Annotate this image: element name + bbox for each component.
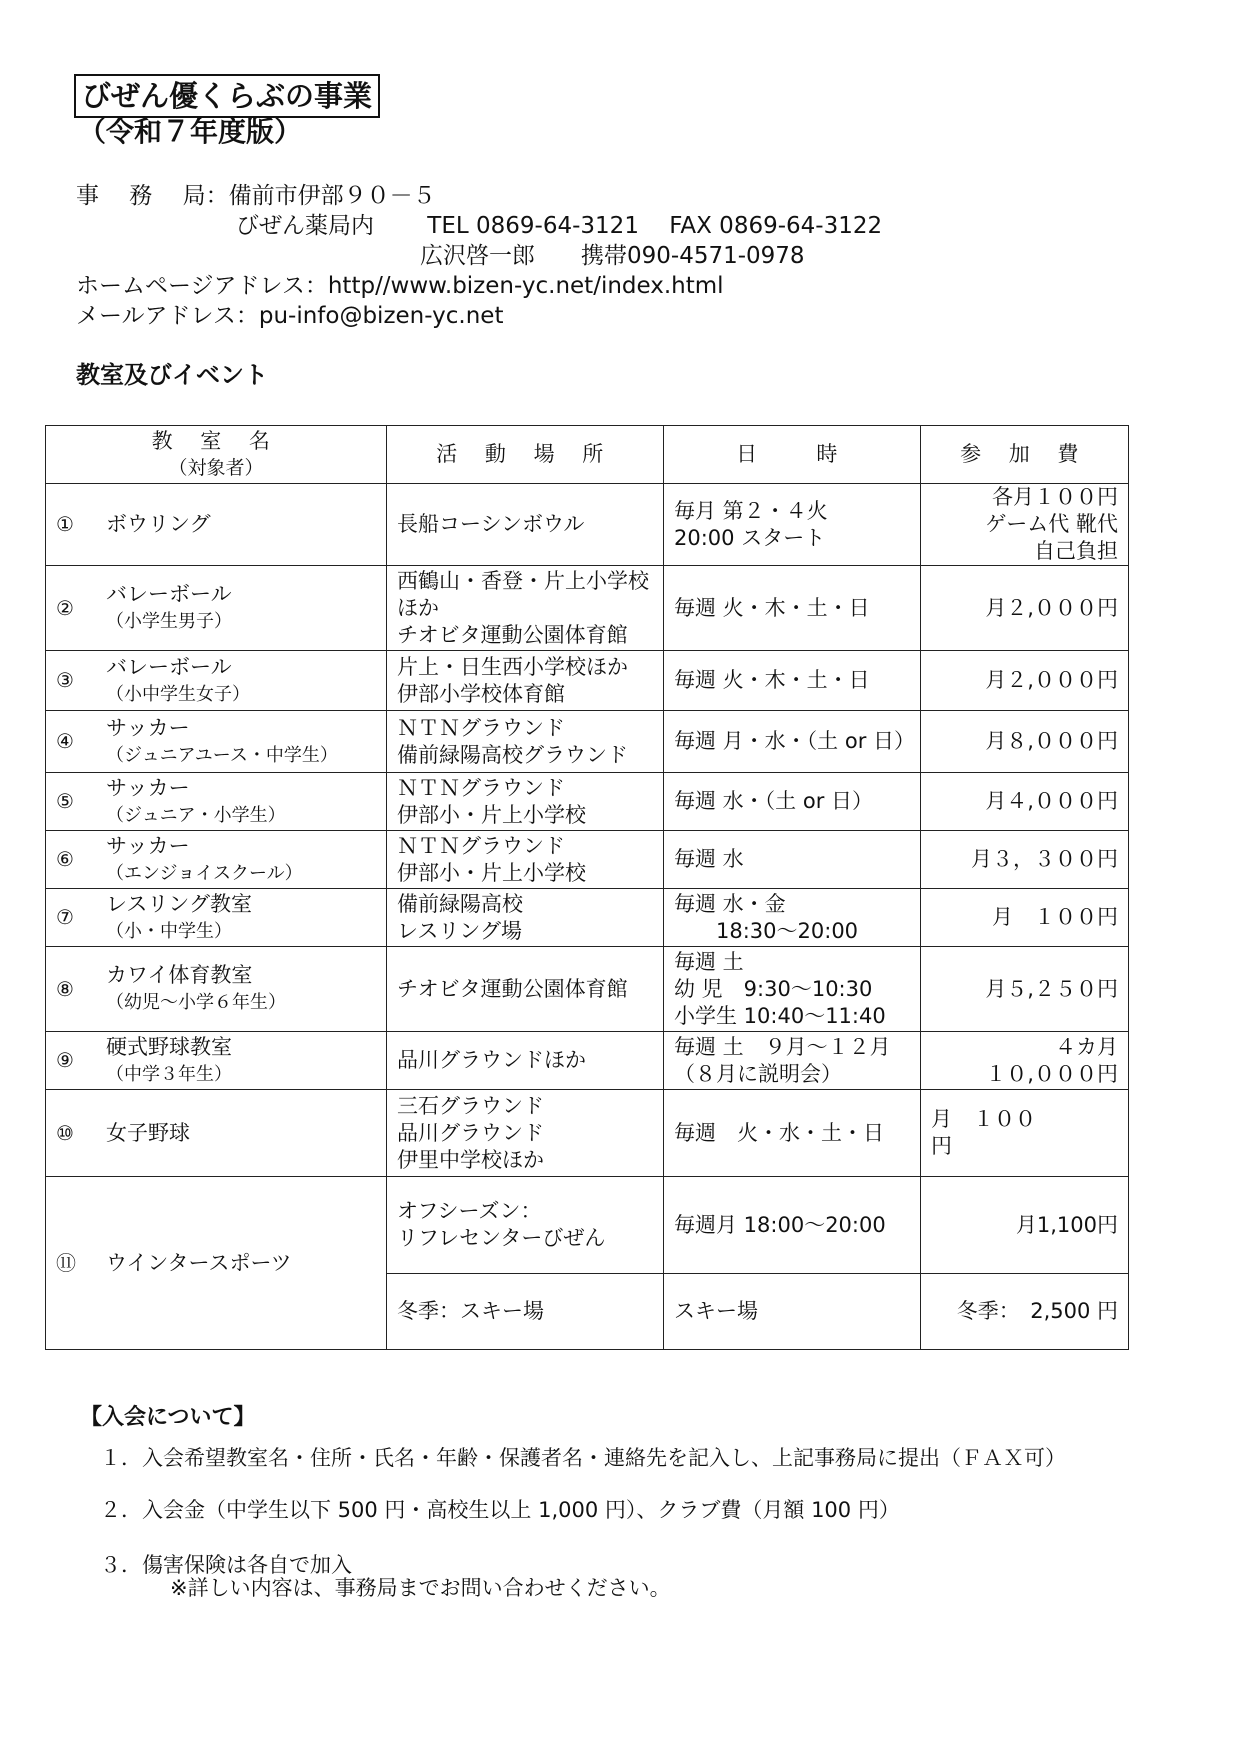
row-number: ④ <box>56 729 74 753</box>
class-target: （幼児～小学６年生） <box>106 992 286 1013</box>
table-row <box>46 1090 1129 1177</box>
class-name-cell <box>46 1032 387 1090</box>
fee: 各月１００円 <box>992 485 1118 509</box>
class-name-cell <box>46 889 387 947</box>
schedule: 毎週月 18:00～20:00 <box>674 1212 886 1237</box>
activity-place: 伊里中学校ほか <box>397 1147 544 1172</box>
fee-cell <box>921 711 1129 773</box>
class-name-cell <box>46 773 387 831</box>
activity-place: 伊部小・片上小学校 <box>397 802 586 827</box>
fee: 月３，３００円 <box>971 847 1118 871</box>
fee: 月 １００ <box>931 1107 1036 1131</box>
schedule-cell <box>664 651 921 711</box>
page-title: びぜん優くらぶの事業 <box>74 74 380 118</box>
schedule-cell <box>664 773 921 831</box>
activity-place: リフレセンターびぜん <box>397 1226 606 1250</box>
activity-place-cell <box>387 947 664 1032</box>
header-name-sub: （対象者） <box>168 456 264 479</box>
row-number: ② <box>56 595 74 620</box>
table-header-row <box>46 426 1129 484</box>
fee: 月８,０００円 <box>985 729 1118 753</box>
activity-place-cell <box>387 566 664 651</box>
fee: 月２,０００円 <box>985 668 1118 692</box>
activity-place: 品川グラウンドほか <box>397 1048 586 1072</box>
class-name: サッカー <box>106 775 190 800</box>
fee: ４カ月 <box>1055 1034 1118 1059</box>
schedule: 毎週 水・金 <box>674 891 786 916</box>
class-name-cell <box>46 947 387 1032</box>
row-number: ⑤ <box>56 789 74 813</box>
activity-place-cell <box>387 651 664 711</box>
fee-cell <box>921 947 1129 1032</box>
activity-place: ＮＴＮグラウンド <box>397 775 565 800</box>
row-number: ⑥ <box>56 847 74 871</box>
class-name-cell <box>46 1090 387 1177</box>
fee-cell <box>921 484 1129 566</box>
schedule: 毎週 月・水・（土 or 日） <box>674 729 916 753</box>
fee-cell <box>921 651 1129 711</box>
schedule-cell <box>664 1274 921 1350</box>
join-item: ２．入会金（中学生以下 500 円・高校生以上 1,000 円）、クラブ費（月額 100 円） <box>100 1498 900 1522</box>
schedule-cell <box>664 831 921 889</box>
class-name: カワイ体育教室 <box>106 963 253 987</box>
class-name-cell <box>46 651 387 711</box>
fee: 冬季： 2,500 円 <box>956 1299 1118 1323</box>
fee-cell <box>921 1090 1129 1177</box>
activity-place: チオビタ運動公園体育館 <box>397 976 628 1001</box>
fee: 円 <box>931 1134 952 1158</box>
activity-place: 備前緑陽高校 <box>397 891 523 916</box>
activity-place-cell <box>387 1177 664 1274</box>
activity-place: 備前緑陽高校グラウンド <box>397 742 628 767</box>
fee: 月1,100円 <box>1015 1212 1118 1237</box>
schedule: スキー場 <box>674 1299 758 1323</box>
activity-place: 冬季：スキー場 <box>397 1299 544 1323</box>
header-place: 活 動 場 所 <box>387 426 664 484</box>
table-row <box>46 889 1129 947</box>
activity-place: 西鶴山・香登・片上小学校 <box>397 568 649 593</box>
email-address: メールアドレス：pu-info@bizen-yc.net <box>76 303 504 329</box>
activity-place: 品川グラウンド <box>397 1120 544 1145</box>
class-name: 硬式野球教室 <box>106 1034 232 1059</box>
activity-place: ほか <box>397 595 439 620</box>
row-number: ① <box>56 512 74 537</box>
homepage-address: ホームページアドレス：http//www.bizen-yc.net/index.html <box>76 273 724 299</box>
schedule-cell <box>664 484 921 566</box>
schedule-cell <box>664 947 921 1032</box>
office-address: 事 務 局：備前市伊部９０－５ <box>76 183 436 209</box>
row-number: ③ <box>56 668 74 692</box>
class-name: バレーボール <box>106 582 232 606</box>
class-name-cell <box>46 484 387 566</box>
activity-place: 伊部小学校体育館 <box>397 681 565 706</box>
schedule: 毎月 第２・４火 <box>674 498 828 523</box>
join-note: ※詳しい内容は、事務局までお問い合わせください。 <box>170 1576 671 1600</box>
activity-place: 長船コーシンボウル <box>397 512 585 536</box>
fee-cell <box>921 1177 1129 1274</box>
table-row <box>46 651 1129 711</box>
activity-place: 片上・日生西小学校ほか <box>397 654 628 679</box>
table-row <box>46 711 1129 773</box>
class-name: サッカー <box>106 715 190 740</box>
class-name-cell <box>46 1177 387 1350</box>
fee: 月４,０００円 <box>985 789 1118 813</box>
activity-place-cell <box>387 773 664 831</box>
class-target: （小中学生女子） <box>106 683 250 705</box>
activity-place: 三石グラウンド <box>397 1093 544 1118</box>
fee-cell <box>921 831 1129 889</box>
schedule: 20:00 スタート <box>674 525 826 550</box>
activity-place: ＮＴＮグラウンド <box>397 715 565 740</box>
schedule: 毎週 土 <box>674 949 744 974</box>
header-fee: 参 加 費 <box>921 426 1129 484</box>
fee-cell <box>921 773 1129 831</box>
activity-place-cell <box>387 1032 664 1090</box>
activity-place-cell <box>387 1274 664 1350</box>
schedule: 毎週 土 ９月～１２月 <box>674 1034 891 1059</box>
table-row <box>46 831 1129 889</box>
schedule: 毎週 火・水・土・日 <box>674 1120 884 1145</box>
schedule: 幼 児 9:30～10:30 <box>674 976 873 1001</box>
fee: ゲーム代 靴代 <box>985 512 1118 536</box>
row-number: ⑦ <box>56 905 74 929</box>
fee-cell <box>921 566 1129 651</box>
fee: 月 １００円 <box>992 905 1118 929</box>
office-mobile: 広沢啓一郎 携帯090-4571-0978 <box>420 243 805 269</box>
table-row <box>46 1177 1129 1274</box>
class-name-cell <box>46 711 387 773</box>
classes-table <box>45 425 1129 1350</box>
office-contact: びぜん薬局内 TEL 0869-64-3121 FAX 0869-64-3122 <box>236 213 883 239</box>
fee-cell <box>921 1032 1129 1090</box>
class-target: （エンジョイスクール） <box>106 862 303 884</box>
schedule: 毎週 火・木・土・日 <box>674 595 870 620</box>
activity-place: オフシーズン： <box>397 1199 542 1223</box>
class-target: （ジュニアユース・中学生） <box>106 744 338 766</box>
activity-place: チオビタ運動公園体育館 <box>397 622 628 647</box>
schedule-cell <box>664 711 921 773</box>
class-name: ウインタースポーツ <box>106 1250 292 1275</box>
schedule-cell <box>664 889 921 947</box>
fee: 自己負担 <box>1034 539 1118 563</box>
row-number: ⑨ <box>56 1048 74 1072</box>
schedule: （８月に説明会） <box>674 1061 842 1086</box>
fee: １０,０００円 <box>985 1061 1118 1086</box>
schedule-cell <box>664 566 921 651</box>
schedule-cell <box>664 1090 921 1177</box>
join-heading: 【入会について】 <box>80 1405 256 1430</box>
activity-place: ＮＴＮグラウンド <box>397 833 565 858</box>
class-target: （中学３年生） <box>106 1063 232 1085</box>
fee-cell <box>921 889 1129 947</box>
activity-place-cell <box>387 484 664 566</box>
activity-place-cell <box>387 831 664 889</box>
class-name-cell <box>46 566 387 651</box>
schedule-cell <box>664 1032 921 1090</box>
activity-place-cell <box>387 889 664 947</box>
row-number: ⑧ <box>56 976 74 1001</box>
schedule: 毎週 水・（土 or 日） <box>674 789 874 813</box>
class-name: レスリング教室 <box>106 891 252 916</box>
join-item: １．入会希望教室名・住所・氏名・年齢・保護者名・連絡先を記入し、上記事務局に提出（ＦＡＸ可） <box>100 1446 1066 1470</box>
table-row <box>46 773 1129 831</box>
class-target: （小・中学生） <box>106 920 232 942</box>
schedule: 毎週 火・木・土・日 <box>674 668 870 692</box>
class-target: （ジュニア・小学生） <box>106 804 286 826</box>
fee: 月２,０００円 <box>985 595 1118 620</box>
section-heading: 教室及びイベント <box>76 361 268 389</box>
schedule: 小学生 10:40～11:40 <box>674 1003 886 1028</box>
header-time: 日 時 <box>664 426 921 484</box>
table-row <box>46 1032 1129 1090</box>
class-name: ボウリング <box>106 512 211 537</box>
schedule-cell <box>664 1177 921 1274</box>
row-number: ⑩ <box>56 1120 74 1145</box>
schedule: 18:30～20:00 <box>674 918 859 943</box>
row-number: ⑪ <box>56 1250 76 1275</box>
activity-place-cell <box>387 1090 664 1177</box>
class-name: バレーボール <box>106 654 232 679</box>
activity-place: レスリング場 <box>397 918 522 943</box>
fee-cell <box>921 1274 1129 1350</box>
header-name: 教 室 名 （対象者） <box>46 426 387 484</box>
activity-place-cell <box>387 711 664 773</box>
class-name: 女子野球 <box>106 1120 190 1145</box>
fee: 月５,２５０円 <box>985 976 1118 1001</box>
table-row <box>46 484 1129 566</box>
join-item: ３．傷害保険は各自で加入 <box>100 1553 352 1577</box>
schedule: 毎週 水 <box>674 847 744 871</box>
table-row <box>46 566 1129 651</box>
class-name: サッカー <box>106 833 190 858</box>
class-name-cell <box>46 831 387 889</box>
activity-place: 伊部小・片上小学校 <box>397 860 586 885</box>
page-subtitle: （令和７年度版） <box>78 115 303 148</box>
table-row <box>46 947 1129 1032</box>
class-target: （小学生男子） <box>106 611 232 632</box>
